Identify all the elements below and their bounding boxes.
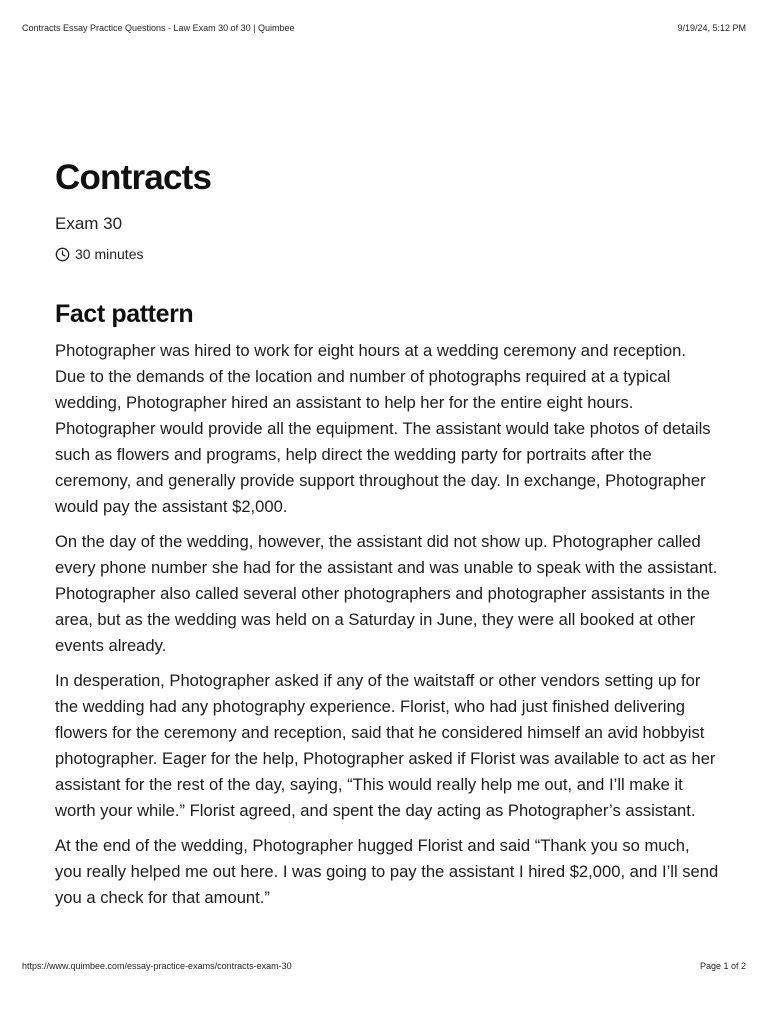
fact-paragraph: On the day of the wedding, however, the assistant did not show up. Photographer called every phone number she had for the assistant and was unable to speak with the assistant. Photographer also called several other photographers and photographer assistants in the area, but as the wedding was held on a Saturday in June, they were all booked at other events already. <box>55 532 718 655</box>
print-page-title: Contracts Essay Practice Questions - Law Exam 30 of 30 | Quimbee <box>22 23 295 33</box>
exam-subtitle: Exam 30 <box>55 214 123 233</box>
duration-text: 30 minutes <box>75 246 144 262</box>
print-datetime: 9/19/24, 5:12 PM <box>677 23 746 33</box>
print-footer <box>22 961 746 971</box>
clock-icon <box>55 247 70 262</box>
fact-paragraph: Photographer was hired to work for eight hours at a wedding ceremony and reception. Due to the demands of the location and number of photographs required at a typical wedding, Photographer hired an assistant to help her for the entire eight hours. Photographer would provide all the equipment. The assistant would take photos of details such as flowers and programs, help direct the wedding party for portraits after the ceremony, and generally provide support throughout the day. In exchange, Photographer would pay the assistant $2,000. <box>55 341 711 516</box>
exam-duration <box>55 244 720 264</box>
print-url: https://www.quimbee.com/essay-practice-exams/contracts-exam-30 <box>22 961 292 971</box>
document-content <box>55 154 720 911</box>
print-header <box>22 23 746 33</box>
fact-paragraph: In desperation, Photographer asked if any of the waitstaff or other vendors setting up for the wedding had any photography experience. Florist, who had just finished delivering flowers for the ceremony and reception, said that he considered himself an avid hobbyist photographer. Eager for the help, Photographer asked if Florist was available to act as her assistant for the rest of the day, saying, “This would really help me out, and I’ll make it worth your while.” Florist agreed, and spent the day acting as Photographer’s assistant. <box>55 671 716 820</box>
section-title-fact-pattern: Fact pattern <box>55 300 194 328</box>
page-title: Contracts <box>55 158 212 197</box>
fact-paragraph: At the end of the wedding, Photographer hugged Florist and said “Thank you so much, you really helped me out here. I was going to pay the assistant I hired $2,000, and I’ll send you a check for that amount.” <box>55 836 719 907</box>
print-page-number: Page 1 of 2 <box>699 961 746 971</box>
